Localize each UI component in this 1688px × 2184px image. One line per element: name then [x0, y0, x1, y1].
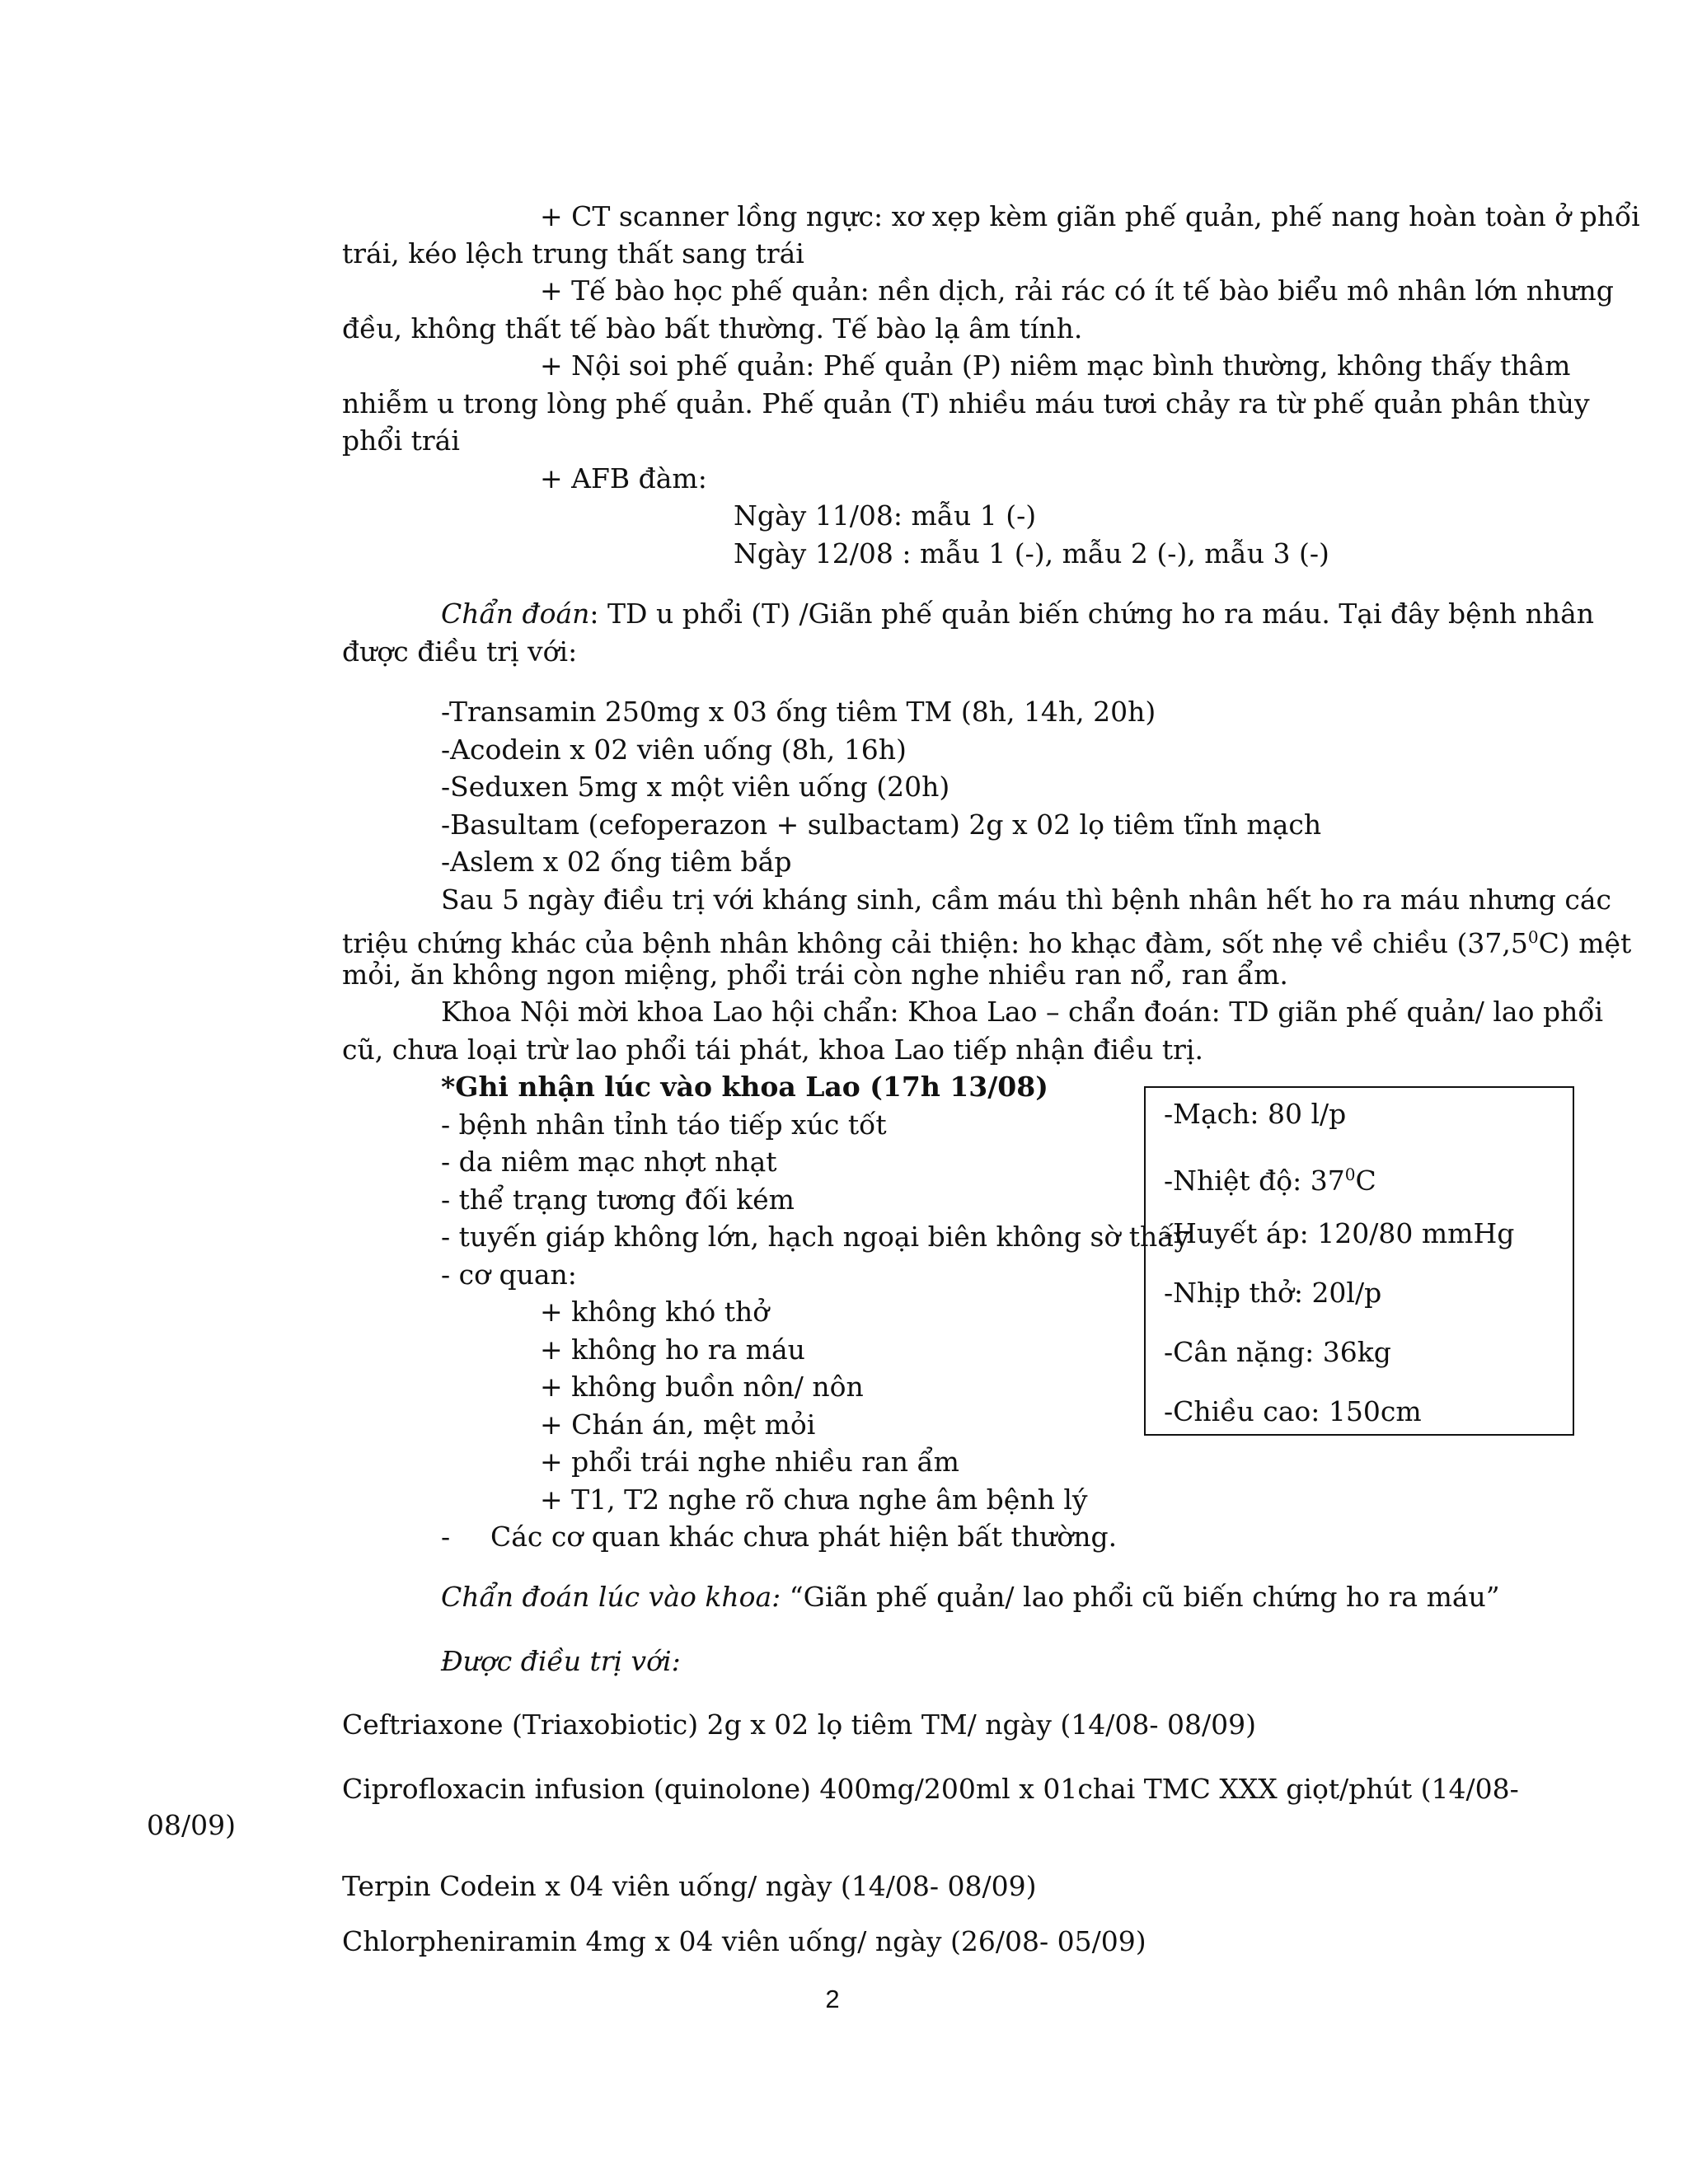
afb-title: + AFB đàm:: [540, 462, 707, 494]
vital-height: -Chiều cao: 150cm: [1164, 1395, 1422, 1427]
treatment-1-item: -Transamin 250mg x 03 ống tiêm TM (8h, 14h, 20h): [441, 696, 1156, 728]
diagnosis-2: [441, 1578, 1500, 1616]
admission-item: - tuyến giáp không lớn, hạch ngoại biên không sờ thấy: [441, 1221, 1190, 1253]
vital-temperature-value: -Nhiệt độ: 37: [1164, 1165, 1345, 1197]
bronchoscopy-line-1: + Nội soi phế quản: Phế quản (P) niêm mạc bình thường, không thấy thâm: [540, 349, 1571, 382]
consult-line-1: Khoa Nội mời khoa Lao hội chẩn: Khoa Lao – chẩn đoán: TD giãn phế quản/ lao phổi: [441, 996, 1604, 1028]
cytology-line-2: đều, không thất tế bào bất thường. Tế bào lạ âm tính.: [342, 312, 1083, 344]
organ-finding: + Chán án, mệt mỏi: [540, 1408, 816, 1441]
afb-result-2: Ngày 12/08 : mẫu 1 (-), mẫu 2 (-), mẫu 3 (-): [734, 537, 1329, 569]
diagnosis-2-text: “Giãn phế quản/ lao phổi cũ biến chứng ho ra máu”: [781, 1581, 1500, 1613]
organ-finding: + không khó thở: [540, 1296, 770, 1328]
bronchoscopy-line-3: phổi trái: [342, 424, 460, 457]
other-organs-text: Các cơ quan khác chưa phát hiện bất thường.: [490, 1521, 1118, 1553]
ct-line-1: + CT scanner lồng ngực: xơ xẹp kèm giãn phế quản, phế nang hoàn toàn ở phổi: [540, 200, 1640, 232]
vital-blood-pressure: -Huyết áp: 120/80 mmHg: [1164, 1217, 1515, 1249]
consult-line-2: cũ, chưa loại trừ lao phổi tái phát, khoa Lao tiếp nhận điều trị.: [342, 1033, 1203, 1066]
treatment-1-item: -Aslem x 02 ống tiêm bắp: [441, 846, 792, 878]
admission-item: - cơ quan:: [441, 1258, 577, 1291]
treatment-chlorpheniramin: Chlorpheniramin 4mg x 04 viên uống/ ngày (26/08- 05/09): [342, 1925, 1146, 1957]
organ-finding: + không buồn nôn/ nôn: [540, 1371, 864, 1403]
treatment-ceftriaxone: Ceftriaxone (Triaxobiotic) 2g x 02 lọ tiêm TM/ ngày (14/08- 08/09): [342, 1708, 1256, 1741]
degree-sup: 0: [1344, 1165, 1356, 1184]
afb-result-1: Ngày 11/08: mẫu 1 (-): [734, 499, 1037, 532]
diagnosis-2-label: Chẩn đoán lúc vào khoa:: [441, 1581, 781, 1613]
diagnosis-1-line-2: được điều trị với:: [342, 635, 578, 668]
vital-respiration: -Nhịp thở: 20l/p: [1164, 1277, 1382, 1309]
treatment-terpin-codein: Terpin Codein x 04 viên uống/ ngày (14/08- 08/09): [342, 1870, 1037, 1902]
progress-line-2: [342, 918, 1632, 959]
progress-line-1: Sau 5 ngày điều trị với kháng sinh, cầm máu thì bệnh nhân hết ho ra máu nhưng các: [441, 883, 1611, 916]
other-organs-dash: -: [441, 1521, 451, 1553]
treatment-ciprofloxacin-line-1: Ciprofloxacin infusion (quinolone) 400mg/200ml x 01chai TMC XXX giọt/phút (14/08-: [342, 1773, 1519, 1805]
vitals-box: [1144, 1086, 1574, 1436]
organ-finding: + phổi trái nghe nhiều ran ẩm: [540, 1446, 959, 1478]
admission-title: *Ghi nhận lúc vào khoa Lao (17h 13/08): [441, 1071, 1048, 1103]
treatment-1-item: -Basultam (cefoperazon + sulbactam) 2g x 02 lọ tiêm tĩnh mạch: [441, 808, 1322, 841]
treatment-1-item: -Seduxen 5mg x một viên uống (20h): [441, 771, 950, 803]
page-number: 2: [825, 1985, 840, 2013]
progress-line-2-b: C) mệt: [1538, 927, 1632, 959]
organ-finding: + T1, T2 nghe rõ chưa nghe âm bệnh lý: [540, 1483, 1088, 1516]
degree-sup: 0: [1527, 927, 1539, 947]
progress-line-2-a: triệu chứng khác của bệnh nhân không cải thiện: ho khạc đàm, sốt nhẹ về chiều (37,5: [342, 927, 1528, 959]
diagnosis-1-label: Chẩn đoán: [441, 598, 590, 630]
ct-line-2: trái, kéo lệch trung thất sang trái: [342, 237, 804, 269]
diagnosis-1-text: : TD u phổi (T) /Giãn phế quản biến chứng ho ra máu. Tại đây bệnh nhân: [589, 598, 1595, 630]
vital-pulse: -Mạch: 80 l/p: [1164, 1098, 1347, 1130]
vital-weight: -Cân nặng: 36kg: [1164, 1336, 1391, 1368]
treatment-ciprofloxacin-line-2: 08/09): [147, 1809, 236, 1841]
treated-with-heading: Được điều trị với:: [441, 1645, 681, 1677]
progress-line-3: mỏi, ăn không ngon miệng, phổi trái còn nghe nhiều ran nổ, ran ẩm.: [342, 958, 1288, 991]
cytology-line-1: + Tế bào học phế quản: nền dịch, rải rác có ít tế bào biểu mô nhân lớn nhưng: [540, 274, 1614, 307]
organ-finding: + không ho ra máu: [540, 1333, 805, 1366]
diagnosis-1-line-1: [441, 595, 1594, 633]
vital-temperature-unit: C: [1355, 1165, 1376, 1197]
treatment-1-item: -Acodein x 02 viên uống (8h, 16h): [441, 733, 907, 766]
admission-item: - bệnh nhân tỉnh táo tiếp xúc tốt: [441, 1108, 887, 1141]
admission-item: - thể trạng tương đối kém: [441, 1183, 795, 1216]
admission-item: - da niêm mạc nhợt nhạt: [441, 1146, 777, 1178]
bronchoscopy-line-2: nhiễm u trong lòng phế quản. Phế quản (T) nhiều máu tươi chảy ra từ phế quản phân thùy: [342, 387, 1590, 419]
vital-temperature: [1164, 1155, 1376, 1197]
